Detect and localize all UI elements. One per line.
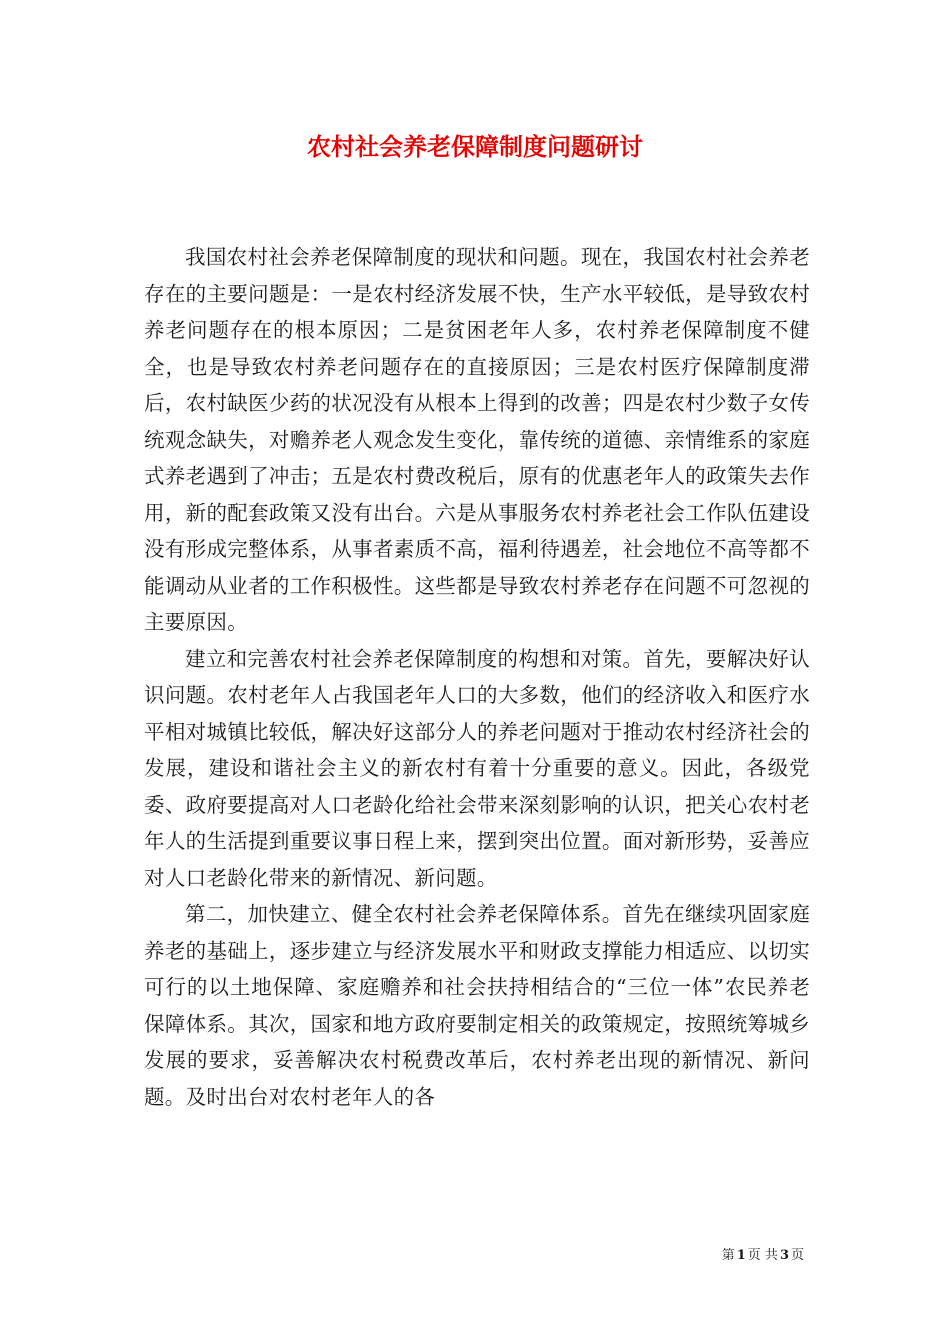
footer-prefix: 第 [721, 1248, 735, 1263]
page-number-footer [722, 1247, 804, 1265]
paragraph-ideas-and-countermeasures: 建立和完善农村社会养老保障制度的构想和对策。首先，要解决好认识问题。农村老年人占我国老年人口的大多数，他们的经济收入和医疗水平相对城镇比较低，解决好这部分人的养老问题对于推动农村经济社会的发展，建设和谐社会主义的新农村有着十分重要的意义。因此，各级党委、政府要提高对人口老龄化给社会带来深刻影响的认识，把关心农村老年人的生活提到重要议事日程上来，摆到突出位置。面对新形势，妥善应对人口老龄化带来的新情况、新问题。 [144, 646, 810, 890]
footer-suffix: 页 [790, 1248, 804, 1263]
footer-middle: 页 共 [747, 1248, 778, 1263]
paragraph-security-system: 第二，加快建立、健全农村社会养老保障体系。首先在继续巩固家庭养老的基础上，逐步建立与经济发展水平和财政支撑能力相适应、以切实可行的以土地保障、家庭赡养和社会扶持相结合的“三位一体”农民养老保障体系。其次，国家和地方政府要制定相关的政策规定，按照统筹城乡发展的要求，妥善解决农村税费改革后，农村养老出现的新情况、新问题。及时出台对农村老年人的各 [144, 902, 810, 1109]
document-title: 农村社会养老保障制度问题研讨 [307, 132, 643, 161]
paragraph-status-and-problems: 我国农村社会养老保障制度的现状和问题。现在，我国农村社会养老存在的主要问题是：一是农村经济发展不快，生产水平较低，是导致农村养老问题存在的根本原因；二是贫困老年人多，农村养老保障制度不健全，也是导致农村养老问题存在的直接原因；三是农村医疗保障制度滞后，农村缺医少药的状况没有从根本上得到的改善；四是农村少数子女传统观念缺失，对赡养老人观念发生变化，靠传统的道德、亲情维系的家庭式养老遇到了冲击；五是农村费改税后，原有的优惠老年人的政策失去作用，新的配套政策又没有出台。六是从事服务农村养老社会工作队伍建设没有形成完整体系，从事者素质不高，福利待遇差，社会地位不高等都不能调动从业者的工作积极性。这些都是导致农村养老存在问题不可忽视的主要原因。 [144, 245, 810, 634]
footer-current-page: 1 [736, 1248, 746, 1263]
document-body [144, 239, 810, 1115]
footer-total-pages: 3 [779, 1248, 789, 1263]
